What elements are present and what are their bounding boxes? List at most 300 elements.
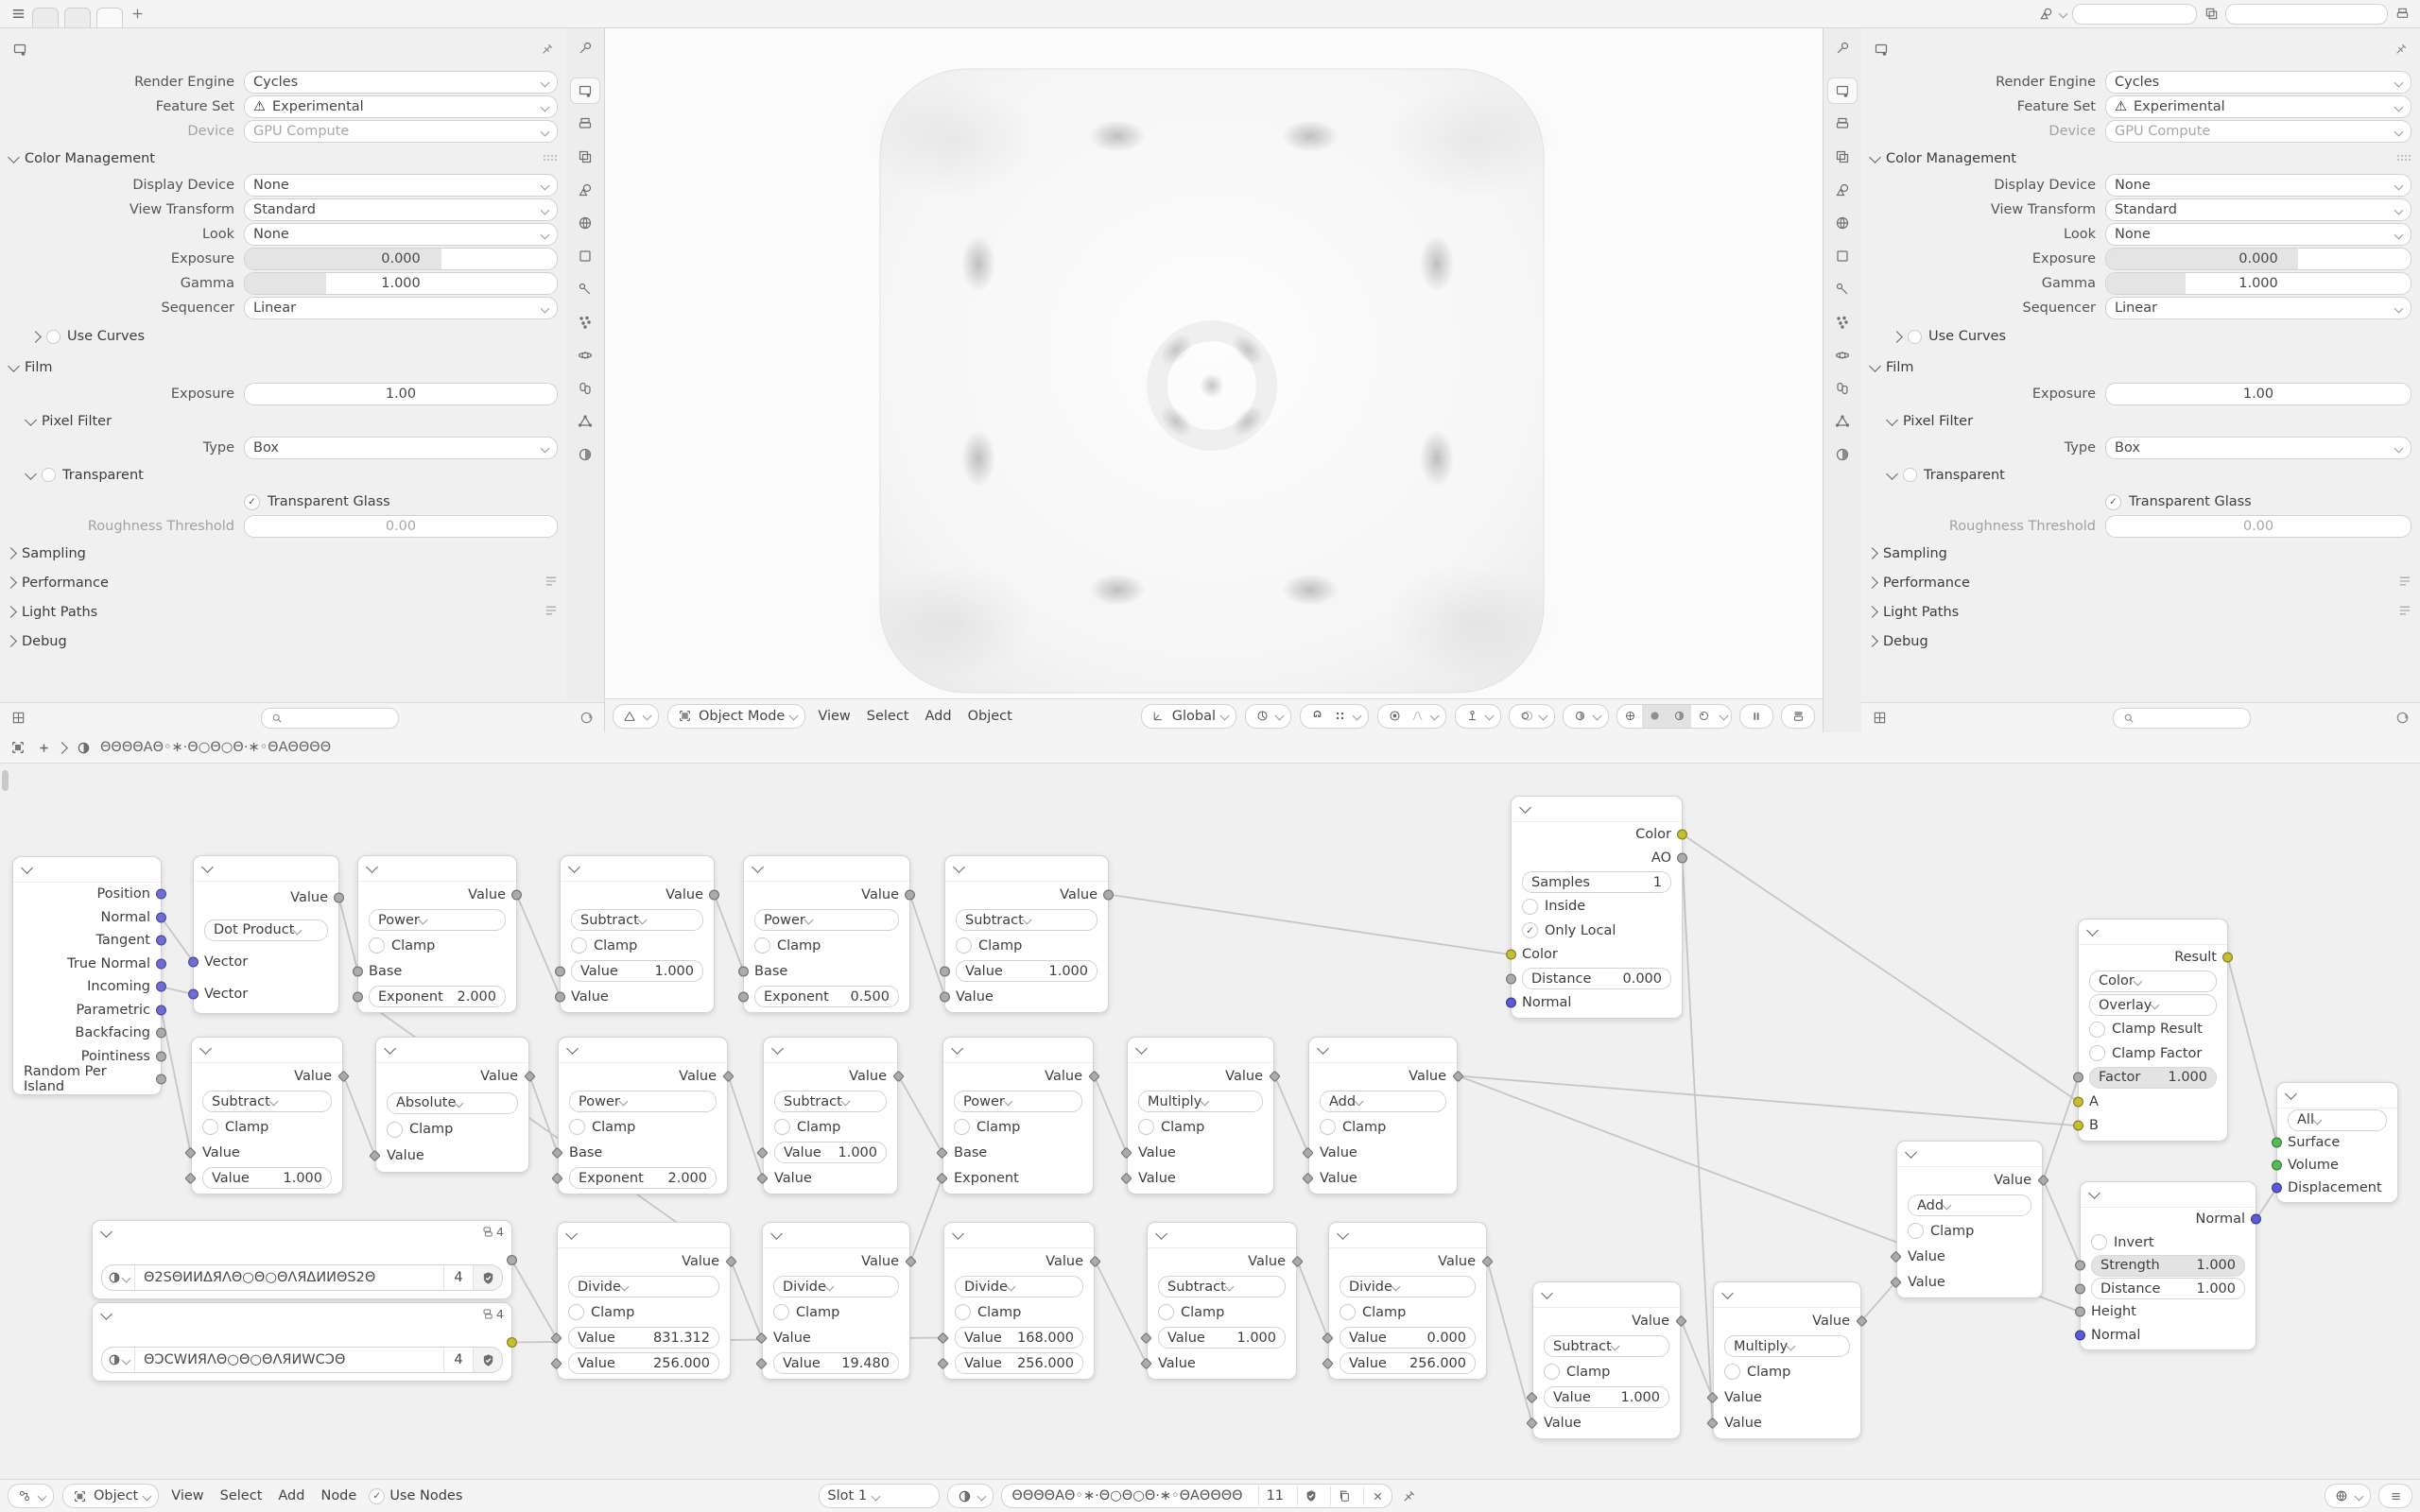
datablock-users-count[interactable]: 4 [443,1348,473,1372]
shading-wireframe-button[interactable] [1617,705,1642,728]
socket-v1[interactable] [940,966,950,976]
operation-dropdown[interactable] [2288,1109,2387,1131]
slider-roughness-threshold[interactable] [244,515,558,538]
view-layer-name-field[interactable] [2225,4,2388,25]
socket-v1[interactable] [555,966,565,976]
dropdown-display-device[interactable] [2105,174,2411,197]
value-field-value[interactable] [955,1327,1083,1349]
node-header[interactable] [1329,1223,1486,1248]
fake-user-shield-button[interactable] [1297,1486,1324,1505]
datablock-users-count[interactable]: 4 [443,1265,473,1290]
datablock-name-field[interactable]: Θ2SΘИИΔЯΛΘ○Θ○ΘΛЯΔИИΘS2Θ [144,1270,376,1285]
node-header[interactable] [13,857,161,883]
value-field-samples[interactable] [1522,871,1671,893]
slider-exposure[interactable] [244,383,558,405]
node-sub2[interactable] [944,855,1109,1013]
node-group1[interactable] [92,1220,512,1299]
operation-dropdown[interactable] [1724,1335,1850,1357]
dropdown-look[interactable] [2105,223,2411,246]
pin-icon[interactable] [1400,1487,1417,1504]
properties-tab-view-layer[interactable] [1828,145,1857,169]
checkbox-clamp-factor[interactable] [2089,1045,2105,1061]
view-layer-icon[interactable] [2203,6,2220,23]
socket-out[interactable] [511,889,522,900]
fake-user-shield-button[interactable] [473,1348,502,1372]
checkbox-clamp[interactable] [1544,1364,1560,1380]
node-power3[interactable] [558,1037,728,1194]
menu-view[interactable]: View [818,708,851,724]
editor-type-icon[interactable] [1871,710,1888,727]
node-header[interactable] [2277,1083,2397,1108]
section-debug[interactable] [1861,627,2420,656]
operation-dropdown[interactable] [1908,1194,2031,1216]
value-field-value[interactable] [1158,1327,1286,1349]
properties-tab-world[interactable] [571,211,599,235]
slider-exposure[interactable] [2105,383,2411,405]
value-field-value[interactable] [571,960,703,982]
render-display-icon[interactable] [2394,6,2411,23]
overlays-button[interactable] [1509,704,1555,729]
menu-add[interactable]: Add [925,708,952,724]
show-gizmo-button[interactable] [1455,704,1501,729]
section-performance[interactable] [0,568,567,597]
checkbox-clamp[interactable] [1908,1223,1924,1239]
value-field-distance[interactable] [2091,1278,2245,1299]
operation-dropdown[interactable] [1158,1276,1286,1297]
node-mult1[interactable] [1127,1037,1274,1194]
dropdown-sequencer[interactable] [2105,297,2411,319]
checkbox-clamp[interactable] [1724,1364,1740,1380]
node-header[interactable] [944,1223,1094,1248]
operation-dropdown[interactable] [774,1091,887,1112]
copy-material-button[interactable] [1330,1486,1357,1505]
properties-tab-object-data[interactable] [571,409,599,434]
dropdown-type[interactable] [244,437,558,459]
properties-tab-object[interactable] [571,244,599,268]
properties-tab-output[interactable] [571,112,599,136]
dropdown-sequencer[interactable] [244,297,558,319]
snap-toggle-button[interactable] [1300,704,1369,729]
viewport-3d[interactable] [605,28,1823,732]
properties-tab-physics[interactable] [571,343,599,368]
checkbox-clamp[interactable] [754,937,770,954]
operation-dropdown[interactable] [204,919,328,941]
properties-tab-render[interactable] [571,78,599,103]
socket-volume[interactable] [2272,1160,2282,1171]
workspace-tab-3[interactable] [96,8,123,27]
slider-roughness-threshold[interactable] [2105,515,2411,538]
operation-dropdown[interactable] [2089,971,2217,992]
scene-icon[interactable] [2037,6,2054,23]
properties-tab-tool[interactable] [1828,36,1857,60]
operation-dropdown[interactable] [569,1091,717,1112]
properties-tab-particles[interactable] [571,310,599,335]
node-ao[interactable] [1511,796,1683,1019]
pin-icon[interactable] [2393,41,2410,58]
properties-tab-modifiers[interactable] [571,277,599,301]
shading-solid-button[interactable] [1642,705,1667,728]
node-header[interactable] [1897,1142,2042,1167]
socket-v2[interactable] [555,991,565,1002]
snap-target-button[interactable] [1245,704,1291,729]
snap-node-button[interactable] [2325,1484,2371,1508]
section-light-paths[interactable] [0,597,567,627]
dropdown-type[interactable] [2105,437,2411,459]
socket-pos[interactable] [156,889,166,900]
menu-object[interactable]: Object [967,708,1012,724]
operation-dropdown[interactable] [1544,1335,1669,1357]
node-header[interactable] [1128,1038,1273,1063]
add-workspace-button[interactable] [129,6,146,23]
node-header[interactable] [93,1221,511,1246]
menu-view[interactable]: View [171,1488,204,1503]
editor-type-icon[interactable] [9,710,26,727]
socket-base[interactable] [353,966,363,976]
value-field-exponent[interactable] [754,986,899,1007]
node-div3[interactable] [943,1222,1095,1380]
socket-v2[interactable] [940,991,950,1002]
node-add2[interactable] [1896,1141,2043,1298]
socket-par[interactable] [156,1005,166,1015]
subpanel-use-curves[interactable] [0,320,567,352]
socket-vec2[interactable] [188,989,199,1000]
checkbox-transparent-glass[interactable] [2105,494,2252,510]
value-field-strength[interactable] [2091,1255,2245,1277]
workspace-tab-2[interactable] [64,8,91,27]
node-sub3[interactable] [191,1037,343,1194]
value-field-exponent[interactable] [569,1167,717,1189]
socket-out[interactable] [709,889,719,900]
pin-icon[interactable] [539,41,556,58]
socket-height[interactable] [2075,1307,2085,1317]
socket-colorOut[interactable] [1677,829,1687,839]
socket-normalIn[interactable] [2075,1330,2085,1340]
node-add1[interactable] [1308,1037,1458,1194]
node-header[interactable] [376,1038,528,1063]
checkbox-clamp[interactable] [568,1304,584,1320]
node-header[interactable] [194,856,338,882]
operation-dropdown[interactable] [754,909,899,931]
node-sub1[interactable] [560,855,715,1013]
section-debug[interactable] [0,627,567,656]
value-field-value[interactable] [1544,1386,1669,1408]
dropdown-look[interactable] [244,223,558,246]
node-header[interactable] [1148,1223,1296,1248]
socket-normalIn[interactable] [1506,998,1516,1008]
properties-tab-modifiers[interactable] [1828,277,1857,301]
node-sub5[interactable] [1147,1222,1297,1380]
socket-b[interactable] [2073,1121,2083,1131]
socket-out[interactable] [1103,889,1114,900]
node-mult2[interactable] [1713,1281,1861,1439]
scene-name-field[interactable] [2072,4,2197,25]
subpanel-use-curves[interactable] [1861,320,2420,352]
socket-strength[interactable] [2075,1261,2085,1271]
material-browse-button[interactable] [947,1484,994,1508]
checkbox-clamp[interactable] [954,1119,970,1135]
shader-node-editor[interactable] [0,732,2420,1512]
preset-menu-icon[interactable] [2398,605,2411,620]
socket-out[interactable] [334,893,344,903]
socket-exp[interactable] [353,991,363,1002]
socket-dist[interactable] [1506,973,1516,984]
node-header[interactable] [1309,1038,1457,1063]
material-name-field[interactable]: ΘΘΘΘAΘ◦∗·Θ○Θ○Θ·∗◦ΘAΘΘΘΘ [1011,1488,1243,1503]
socket-disp[interactable] [2272,1183,2282,1194]
menu-add[interactable]: Add [278,1488,305,1503]
menu-select[interactable]: Select [219,1488,263,1503]
socket-dist[interactable] [2075,1283,2085,1294]
socket-vec1[interactable] [188,957,199,968]
node-sub6[interactable] [1532,1281,1681,1439]
properties-search-right[interactable] [2113,708,2251,729]
menu-node[interactable]: Node [320,1488,357,1503]
node-header[interactable] [2081,1182,2256,1208]
node-mix[interactable] [2078,919,2228,1142]
section-pixel-filter[interactable] [0,406,567,436]
node-div4[interactable] [1328,1222,1487,1380]
checkbox-clamp[interactable] [1138,1119,1154,1135]
node-geometry[interactable] [12,856,162,1095]
section-toggle-circle[interactable] [42,468,56,482]
transform-orientation-dropdown[interactable] [1141,704,1236,729]
checkbox-clamp[interactable] [202,1119,218,1135]
value-field-value[interactable] [568,1327,719,1349]
section-pixel-filter[interactable] [1861,406,2420,436]
socket-inc[interactable] [156,982,166,992]
properties-tab-world[interactable] [1828,211,1857,235]
checkbox-clamp[interactable] [1158,1304,1174,1320]
dropdown-feature-set[interactable] [2105,95,2411,118]
datablock-name-field[interactable]: ΘƆCWИЯΛΘ○Θ○ΘΛЯИWCƆΘ [144,1352,346,1367]
slider-gamma[interactable] [2105,272,2411,295]
properties-tab-material[interactable] [571,442,599,467]
properties-tab-physics[interactable] [1828,343,1857,368]
use-curves-checkbox[interactable] [46,330,60,344]
preset-menu-icon[interactable] [544,576,558,591]
node-header[interactable] [558,1223,730,1248]
operation-dropdown[interactable] [1138,1091,1263,1112]
dropdown-view-transform[interactable] [2105,198,2411,221]
dropdown-feature-set[interactable] [244,95,558,118]
unlink-material-button[interactable] [1363,1487,1392,1505]
socket-result[interactable] [2222,952,2233,962]
render-pause-button[interactable] [1739,704,1773,729]
socket-base[interactable] [738,966,749,976]
node-header[interactable] [945,856,1108,882]
socket-tnor[interactable] [156,958,166,969]
value-field-value[interactable] [955,1352,1083,1374]
socket-normalOut[interactable] [2251,1214,2261,1225]
fake-user-shield-button[interactable] [473,1265,502,1290]
node-header[interactable] [744,856,909,882]
node-dot[interactable] [193,855,339,1014]
checkbox-transparent-glass[interactable] [244,494,390,510]
use-curves-checkbox[interactable] [1908,330,1922,344]
socket-a[interactable] [2073,1096,2083,1107]
dropdown-device[interactable] [244,120,558,143]
properties-tab-tool[interactable] [571,36,599,60]
checkbox-clamp[interactable] [569,1119,585,1135]
node-abs1[interactable] [375,1037,529,1173]
node-sub4[interactable] [763,1037,898,1194]
shading-dropdown-chevron[interactable] [1719,712,1728,721]
socket-point[interactable] [156,1051,166,1061]
section-film[interactable] [0,352,567,382]
section-sampling[interactable] [0,539,567,568]
operation-dropdown[interactable] [568,1276,719,1297]
value-field-value[interactable] [568,1352,719,1374]
operation-dropdown[interactable] [202,1091,332,1112]
checkbox-clamp[interactable] [773,1304,789,1320]
value-field-distance[interactable] [1522,968,1671,989]
editor-corner-button[interactable] [1781,704,1815,729]
checkbox-clamp[interactable] [387,1122,403,1138]
checkbox-clamp[interactable] [955,1304,971,1320]
scene-dropdown-chevron[interactable] [2059,9,2068,19]
properties-tab-particles[interactable] [1828,310,1857,335]
operation-dropdown[interactable] [387,1092,518,1114]
section-sampling[interactable] [1861,539,2420,568]
properties-search-left[interactable] [261,708,399,729]
section-light-paths[interactable] [1861,597,2420,627]
shader-type-dropdown[interactable] [62,1484,159,1508]
operation-dropdown[interactable] [1320,1091,1446,1112]
dropdown-view-transform[interactable] [244,198,558,221]
material-sphere-dropdown[interactable] [102,1265,135,1290]
socket-exp[interactable] [738,991,749,1002]
operation-dropdown[interactable] [773,1276,899,1297]
shading-rendered-button[interactable] [1691,705,1716,728]
section-color-management[interactable] [0,144,567,173]
node-bump[interactable] [2080,1181,2256,1350]
properties-tab-constraints[interactable] [1828,376,1857,401]
operation-dropdown[interactable] [954,1091,1082,1112]
properties-tab-scene[interactable] [571,178,599,202]
checkbox-clamp[interactable] [774,1119,790,1135]
node-header[interactable] [358,856,516,882]
value-field-value[interactable] [956,960,1098,982]
properties-tab-object[interactable] [1828,244,1857,268]
shading-material-button[interactable] [1667,705,1691,728]
section-color-management[interactable] [1861,144,2420,173]
node-header[interactable] [559,1038,727,1063]
properties-tab-object-data[interactable] [1828,409,1857,434]
section-toggle-circle[interactable] [1903,468,1917,482]
material-sphere-dropdown[interactable] [102,1348,135,1372]
proportional-editing-button[interactable] [1377,704,1446,729]
dropdown-render-engine[interactable] [2105,71,2411,94]
dropdown-display-device[interactable] [244,174,558,197]
section-film[interactable] [1861,352,2420,382]
checkbox-inside[interactable] [1522,899,1538,915]
value-field-value[interactable] [773,1352,899,1374]
operation-dropdown[interactable] [571,909,703,931]
properties-tab-material[interactable] [1828,442,1857,467]
checkbox-only-local[interactable]: ✓ [1522,922,1538,938]
node-header[interactable] [1533,1282,1680,1308]
value-field-value[interactable] [202,1167,332,1189]
slider-exposure[interactable] [2105,248,2411,270]
node-header[interactable] [93,1303,511,1328]
operation-dropdown[interactable] [955,1276,1083,1297]
node-header[interactable] [1512,797,1682,822]
node-header[interactable] [943,1038,1093,1063]
node-power2[interactable] [743,855,910,1013]
section-transparent[interactable] [1861,460,2420,490]
socket-surface[interactable] [2272,1138,2282,1148]
value-field-value[interactable] [1340,1327,1476,1349]
node-header[interactable] [192,1038,342,1063]
sync-icon[interactable] [578,710,595,727]
dropdown-device[interactable] [2105,120,2411,143]
socket-tan[interactable] [156,936,166,946]
section-performance[interactable] [1861,568,2420,597]
socket-aoOut[interactable] [1677,853,1687,864]
node-div2[interactable] [762,1222,910,1380]
app-menu-icon[interactable] [9,6,26,23]
value-field-value[interactable] [1340,1352,1476,1374]
mode-dropdown[interactable] [667,704,805,729]
value-field-value[interactable] [774,1142,887,1163]
socket-nor[interactable] [156,912,166,922]
node-header[interactable] [763,1223,909,1248]
socket-factor[interactable] [2073,1073,2083,1083]
xray-button[interactable] [1563,704,1609,729]
socket-out[interactable] [507,1255,517,1265]
checkbox-clamp[interactable] [1320,1119,1336,1135]
node-editor-type-button[interactable] [8,1484,54,1508]
node-div1[interactable] [557,1222,731,1380]
node-power4[interactable] [942,1037,1094,1194]
checkbox-clamp[interactable] [369,937,385,954]
node-power1[interactable] [357,855,517,1013]
use-nodes-checkbox[interactable]: ✓ [369,1488,385,1504]
value-field-factor[interactable] [2089,1067,2217,1089]
operation-dropdown[interactable] [2089,994,2217,1016]
socket-out[interactable] [905,889,915,900]
scrollbar-nub[interactable] [2,770,9,791]
viewport-editor-type-button[interactable] [613,704,659,729]
node-outn[interactable] [2276,1082,2398,1203]
preset-menu-icon[interactable] [2398,576,2411,591]
material-slot-dropdown[interactable] [819,1484,940,1508]
node-group2[interactable] [92,1302,512,1382]
editor-options-button[interactable] [2378,1484,2412,1508]
checkbox-clamp[interactable] [571,937,587,954]
node-header[interactable] [764,1038,897,1063]
operation-dropdown[interactable] [1340,1276,1476,1297]
dropdown-render-engine[interactable] [244,71,558,94]
value-field-exponent[interactable] [369,986,506,1007]
preset-menu-icon[interactable] [544,605,558,620]
menu-select[interactable]: Select [866,708,909,724]
sync-icon[interactable] [2394,710,2411,727]
checkbox-clamp-result[interactable] [2089,1022,2105,1038]
properties-tab-view-layer[interactable] [571,145,599,169]
material-users-count[interactable]: 11 [1258,1486,1291,1506]
properties-tab-output[interactable] [1828,112,1857,136]
slider-exposure[interactable] [244,248,558,270]
socket-out[interactable] [507,1337,517,1348]
workspace-tab-1[interactable] [32,8,59,27]
operation-dropdown[interactable] [956,909,1098,931]
socket-back[interactable] [156,1028,166,1039]
properties-tab-render[interactable] [1828,78,1857,103]
checkbox-clamp[interactable] [1340,1304,1356,1320]
socket-colorIn[interactable] [1506,950,1516,960]
properties-tab-scene[interactable] [1828,178,1857,202]
